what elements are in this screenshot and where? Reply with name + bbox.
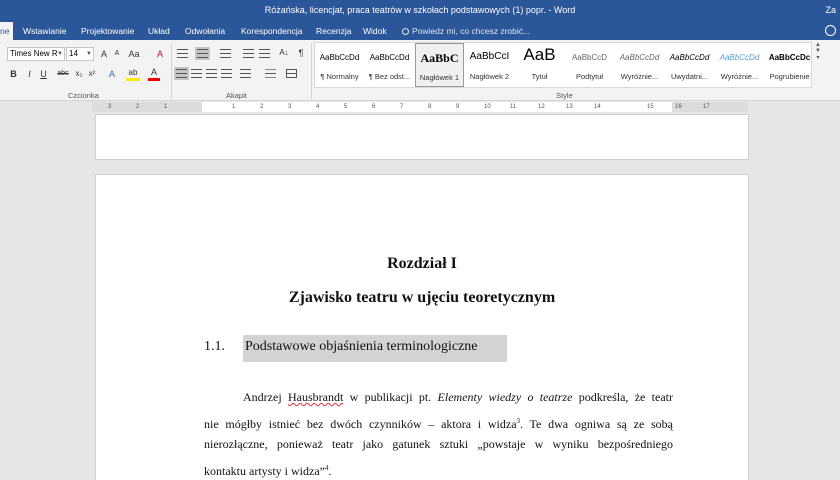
style-name: Nagłówek 1: [419, 73, 460, 82]
sort-button[interactable]: A↓: [279, 48, 289, 57]
align-center-icon[interactable]: [191, 69, 202, 78]
ruler-number: 13: [566, 104, 573, 110]
group-label-styles: Style: [556, 91, 573, 100]
style-strong[interactable]: [765, 43, 814, 87]
tell-me-box[interactable]: [402, 22, 530, 40]
ruler-number: 1: [232, 104, 236, 110]
clear-formatting-button[interactable]: A: [156, 49, 163, 59]
paragraph-line: kontaktu artysty i widza”$^4$.: [204, 463, 332, 478]
shrink-font-button[interactable]: A: [114, 50, 120, 57]
share-button[interactable]: Za: [825, 5, 836, 15]
ruler-number: 12: [538, 104, 545, 110]
paragraph-line: nierozłączne, ponieważ teatr jako gatunek sztuki „powstaje w wyniku bezpośredniego: [204, 437, 673, 451]
style-sample: AaBbCcDd: [669, 53, 710, 62]
style-no-spacing[interactable]: [365, 43, 414, 87]
user-icon[interactable]: [825, 25, 836, 36]
title-bar: [0, 0, 840, 22]
ruler-text-area: [202, 102, 672, 112]
ruler-number: 14: [594, 104, 601, 110]
style-emphasis[interactable]: [665, 43, 714, 87]
style-intense-emphasis[interactable]: [715, 43, 764, 87]
style-sample: AaBbCcI: [469, 51, 510, 62]
document-page[interactable]: [95, 174, 749, 480]
tab-design[interactable]: Projektowanie: [81, 26, 135, 36]
tab-mailings[interactable]: Korespondencja: [241, 26, 303, 36]
subscript-button[interactable]: x₂: [75, 69, 83, 78]
superscript-button[interactable]: x²: [88, 69, 96, 78]
style-name: Uwydatni...: [670, 72, 709, 81]
bold-button[interactable]: B: [10, 69, 17, 79]
ruler-number: 2: [260, 104, 264, 110]
justify-icon[interactable]: [221, 69, 232, 78]
multilevel-list-icon[interactable]: [220, 49, 231, 58]
tell-me-text: Powiedz mi, co chcesz zrobić...: [412, 26, 531, 36]
style-name: Tytuł: [531, 72, 548, 81]
group-label-paragraph: Akapit: [226, 91, 247, 100]
style-name: Wyróżnie...: [720, 72, 759, 81]
increase-indent-icon[interactable]: [259, 49, 270, 58]
line-spacing-icon[interactable]: [240, 69, 251, 78]
pilcrow-button[interactable]: ¶: [298, 48, 304, 58]
section-title-selected[interactable]: Podstawowe objaśnienia terminologiczne: [243, 335, 507, 362]
ruler-number: 3: [108, 104, 112, 110]
spelling-error[interactable]: Hausbrandt: [287, 390, 344, 404]
style-normal[interactable]: [315, 43, 364, 87]
ruler-number: 15: [647, 104, 654, 110]
styles-gallery: [314, 42, 812, 88]
section-number: 1.1.: [204, 339, 225, 354]
style-sample: AaBbCcDc: [768, 53, 811, 62]
more-styles-icon[interactable]: ▾: [816, 55, 820, 61]
ruler-number: 10: [484, 104, 491, 110]
style-subtitle[interactable]: [565, 43, 614, 87]
numbering-icon[interactable]: [197, 49, 208, 58]
chevron-down-icon[interactable]: ▼: [57, 51, 63, 57]
ruler-number: 8: [428, 104, 432, 110]
paragraph-line: Andrzej Hausbrandt w publikacji pt. Elementy wiedzy o teatrze podkreśla, że teatr: [243, 390, 673, 404]
ruler-number: 11: [510, 104, 517, 110]
chapter-heading: Rozdział I: [387, 255, 457, 272]
chevron-down-icon[interactable]: ▼: [815, 48, 821, 54]
ribbon-tabs: [0, 22, 840, 40]
italic-button[interactable]: I: [28, 69, 31, 79]
bullets-icon[interactable]: [177, 49, 188, 58]
tab-review[interactable]: Recenzja: [316, 26, 352, 36]
align-left-icon[interactable]: [176, 69, 187, 78]
styles-scroll[interactable]: [812, 42, 824, 88]
ruler-number: 2: [136, 104, 140, 110]
style-name: Wyróżnie...: [620, 72, 659, 81]
highlight-button[interactable]: ab: [126, 67, 140, 81]
grow-font-button[interactable]: A: [100, 49, 107, 59]
style-sample: AaB: [523, 45, 556, 64]
tab-layout[interactable]: Układ: [148, 26, 170, 36]
strikethrough-button[interactable]: abc: [57, 70, 69, 77]
previous-page: [95, 114, 749, 160]
horizontal-ruler[interactable]: [92, 102, 748, 112]
style-sample: AaBbCcDd: [619, 53, 660, 62]
style-sample: AaBbCcD: [571, 53, 608, 62]
style-name: ¶ Bez odst...: [368, 72, 411, 81]
style-sample: AaBbC: [420, 51, 459, 65]
ruler-number: 6: [372, 104, 376, 110]
ruler-number: 4: [316, 104, 320, 110]
change-case-button[interactable]: Aa: [128, 49, 140, 59]
font-size-box[interactable]: [66, 47, 94, 61]
paragraph-line: nie mógłby istnieć bez dwóch czynników – aktora i widza$^3$. Te dwa ogniwa są ze sobą: [204, 416, 673, 431]
tab-home[interactable]: ne: [0, 22, 13, 40]
body-paragraph[interactable]: [204, 386, 673, 480]
ruler-number: 7: [400, 104, 404, 110]
tab-references[interactable]: Odwołania: [185, 26, 226, 36]
style-title[interactable]: [515, 43, 564, 87]
style-subtle-emphasis[interactable]: [615, 43, 664, 87]
style-heading-1[interactable]: [415, 43, 464, 87]
divider: [311, 43, 312, 99]
chevron-up-icon[interactable]: ▲: [815, 42, 821, 48]
text-effects-button[interactable]: A: [108, 69, 115, 79]
ruler-number: 17: [703, 104, 710, 110]
font-size-value: 14: [69, 49, 78, 58]
ruler-number: 1: [164, 104, 168, 110]
style-heading-2[interactable]: [465, 43, 514, 87]
ruler-number: 16: [675, 104, 682, 110]
borders-icon[interactable]: [286, 69, 297, 78]
ribbon: [0, 40, 840, 101]
divider: [171, 43, 172, 99]
window-title: Różańska, licencjat, praca teatrów w szkołach podstawowych (1) popr. - Word: [264, 5, 576, 15]
underline-button[interactable]: U: [40, 69, 47, 79]
decrease-indent-icon[interactable]: [243, 49, 254, 58]
font-name-value: Times New R: [10, 49, 58, 58]
chapter-subtitle: Zjawisko teatru w ujęciu teoretycznym: [288, 289, 556, 306]
tab-insert[interactable]: Wstawianie: [23, 26, 67, 36]
style-name: Podtytuł: [575, 72, 604, 81]
font-name-box[interactable]: [7, 47, 65, 61]
tab-view[interactable]: Widok: [363, 26, 387, 36]
style-name: Pogrubienie: [769, 72, 810, 81]
ruler-number: 5: [344, 104, 348, 110]
style-sample: AaBbCcDd: [319, 53, 360, 62]
align-right-icon[interactable]: [206, 69, 217, 78]
group-label-font: Czcionka: [68, 91, 99, 100]
shading-icon[interactable]: [265, 69, 276, 78]
lightbulb-icon: [402, 28, 409, 35]
ruler-number: 9: [456, 104, 460, 110]
font-color-button[interactable]: A: [148, 67, 160, 81]
style-sample: AaBbCcDd: [369, 53, 410, 62]
style-sample: AaBbCcDd: [719, 53, 760, 62]
chevron-down-icon[interactable]: ▼: [86, 51, 92, 57]
style-name: Nagłówek 2: [469, 72, 510, 81]
style-name: ¶ Normalny: [320, 72, 359, 81]
ruler-number: 3: [288, 104, 292, 110]
